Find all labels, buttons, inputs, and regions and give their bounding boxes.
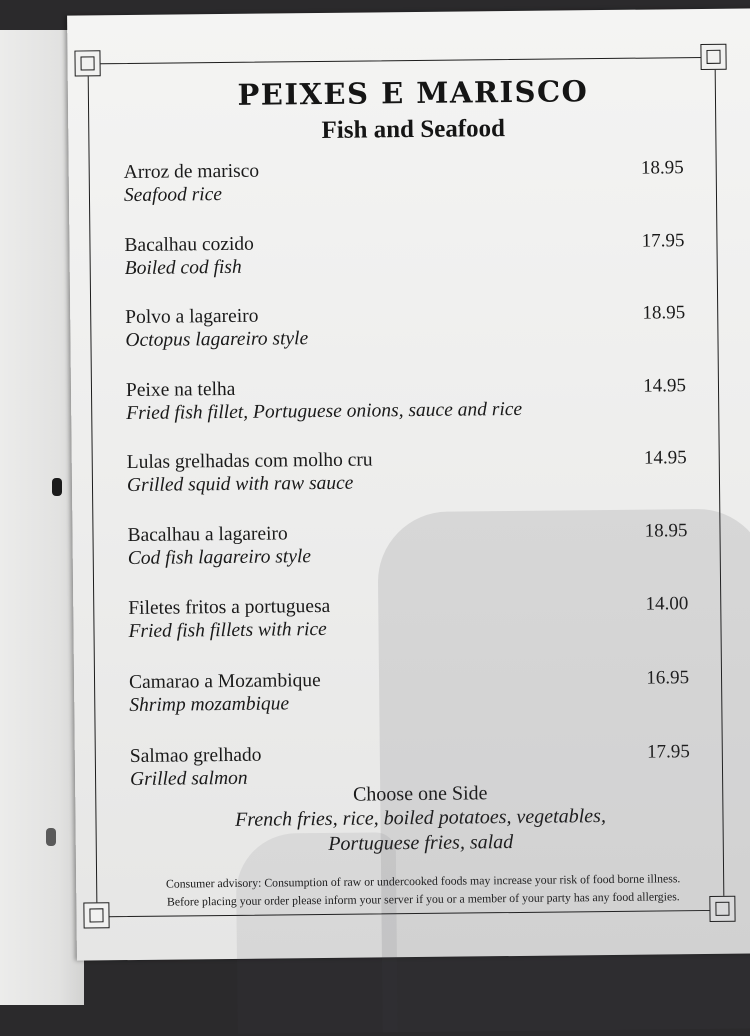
binder-ring xyxy=(52,478,62,496)
menu-item xyxy=(125,300,685,353)
menu-item xyxy=(127,518,687,571)
dish-name-pt: Camarao a Mozambique xyxy=(128,670,321,694)
dish-price: 14.95 xyxy=(643,447,687,469)
dish-name-pt: Filetes fritos a portuguesa xyxy=(128,595,331,620)
menu-item xyxy=(124,228,684,281)
dish-name-en: Grilled salmon xyxy=(129,767,248,791)
menu-item xyxy=(127,445,687,498)
dish-name-pt: Bacalhau cozido xyxy=(124,233,254,257)
sides-heading: Choose one Side xyxy=(352,782,488,806)
dish-price: 18.95 xyxy=(640,157,684,179)
dish-name-pt: Bacalhau a lagareiro xyxy=(127,523,288,547)
dish-name-en: Fried fish fillets with rice xyxy=(128,618,327,643)
advisory-line: Before placing your order please inform your server if you or a member of your party has any food allergies. xyxy=(166,889,680,909)
menu-page xyxy=(67,8,750,960)
dish-price: 18.95 xyxy=(644,520,688,542)
dish-price: 14.00 xyxy=(645,593,689,615)
consumer-advisory xyxy=(106,869,740,912)
binder-ring xyxy=(46,828,56,846)
corner-ornament xyxy=(74,50,102,78)
dish-name-en: Grilled squid with raw sauce xyxy=(126,472,354,497)
menu-subtitle: Fish and Seafood xyxy=(321,115,506,144)
dish-name-pt: Polvo a lagareiro xyxy=(125,305,259,329)
menu-item xyxy=(124,155,684,208)
dish-name-pt: Lulas grelhadas com molho cru xyxy=(126,449,373,474)
dish-name-en: Cod fish lagareiro style xyxy=(127,546,312,570)
dish-price: 17.95 xyxy=(641,230,685,252)
dish-name-pt: Peixe na telha xyxy=(125,378,236,402)
menu-item xyxy=(126,373,686,426)
corner-ornament xyxy=(700,44,728,72)
dish-price: 16.95 xyxy=(646,667,690,689)
dish-price: 17.95 xyxy=(646,741,690,763)
side-options xyxy=(75,778,750,859)
dish-price: 18.95 xyxy=(642,302,686,324)
menu-item xyxy=(128,591,688,644)
dish-name-en: Fried fish fillet, Portuguese onions, sauce and rice xyxy=(126,398,523,425)
dish-name-pt: Arroz de marisco xyxy=(123,160,260,184)
sides-line: French fries, rice, boiled potatoes, vegetables, xyxy=(234,805,607,831)
advisory-line: Consumer advisory: Consumption of raw or undercooked foods may increase your risk of food borne illness. xyxy=(165,871,681,891)
dish-price: 14.95 xyxy=(643,375,687,397)
dish-name-en: Shrimp mozambique xyxy=(129,693,290,717)
dish-name-en: Seafood rice xyxy=(123,184,223,207)
dish-name-en: Octopus lagareiro style xyxy=(125,328,309,352)
sides-line: Portuguese fries, salad xyxy=(328,831,514,855)
menu-item xyxy=(129,665,689,718)
dish-name-en: Boiled cod fish xyxy=(124,256,242,280)
dish-name-pt: Salmao grelhado xyxy=(129,744,262,768)
menu-title: PEIXES E MARISCO xyxy=(237,74,589,112)
